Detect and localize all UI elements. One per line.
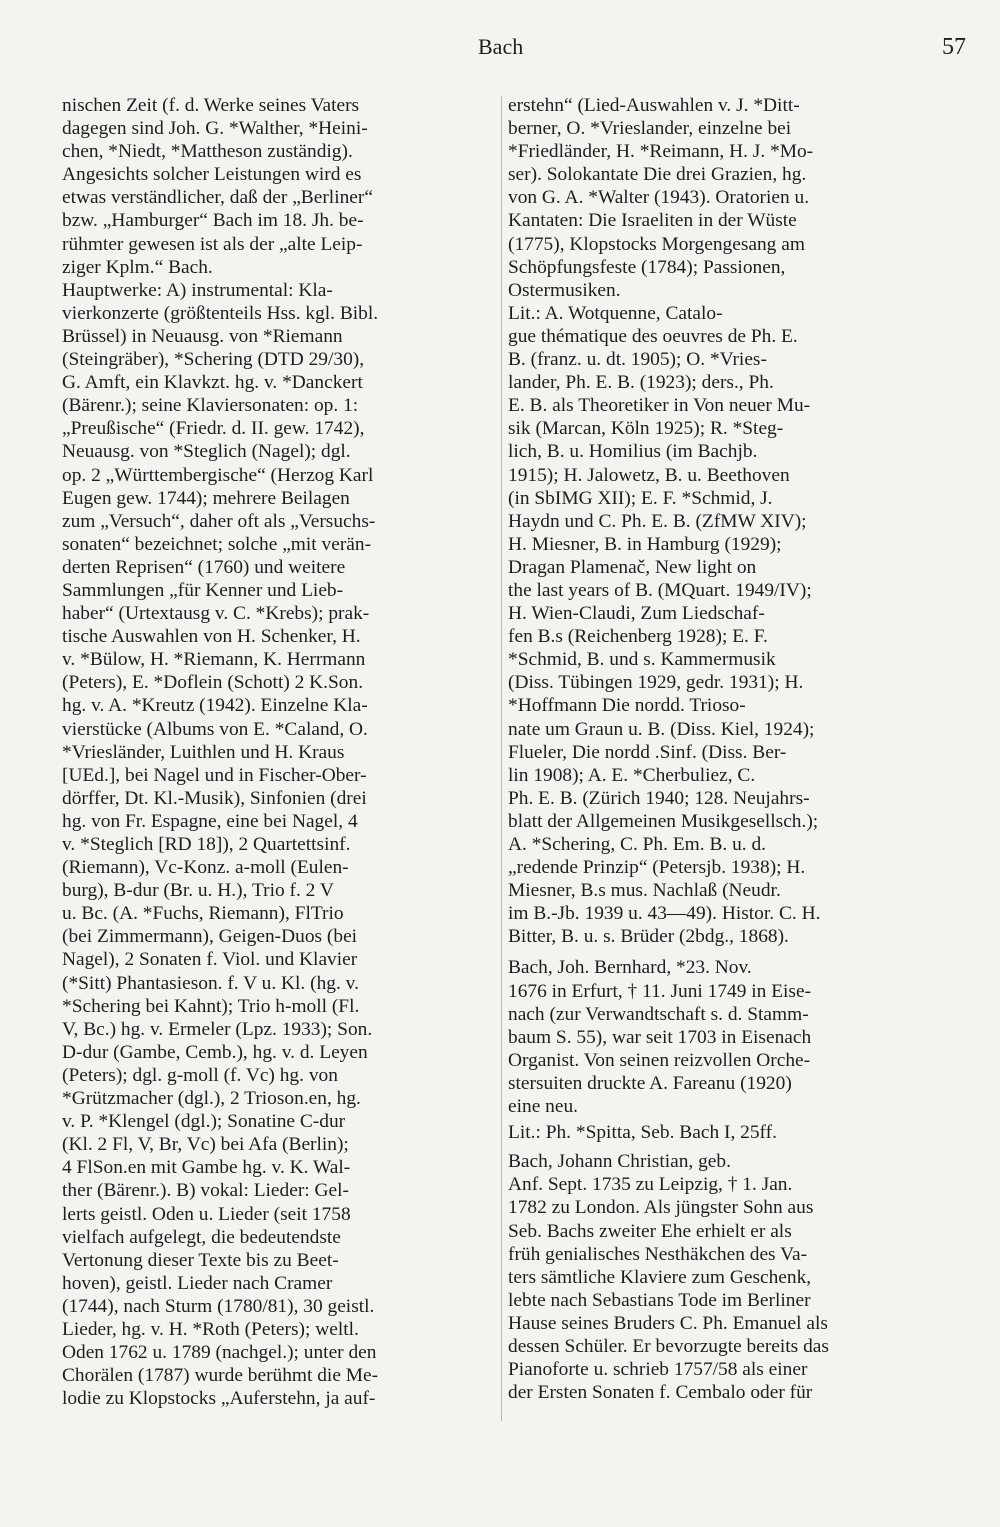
text-line: (Peters), E. *Doflein (Schott) 2 K.Son. (62, 672, 364, 694)
text-line: E. B. als Theoretiker in Von neuer Mu- (508, 395, 811, 417)
text-line: vierkonzerte (größtenteils Hss. kgl. Bibl. (62, 302, 379, 324)
text-line: H. Miesner, B. in Hamburg (1929); (508, 533, 782, 555)
text-line: Ph. E. B. (Zürich 1940; 128. Neujahrs- (508, 787, 810, 809)
text-line: Lit.: A. Wotquenne, Catalo- (508, 302, 723, 324)
text-line: „Preußische“ (Friedr. d. II. gew. 1742), (62, 418, 365, 440)
text-line: D-dur (Gambe, Cemb.), hg. v. d. Leyen (62, 1041, 368, 1063)
text-line: Lit.: Ph. *Spitta, Seb. Bach I, 25ff. (508, 1122, 777, 1144)
text-line: im B.-Jb. 1939 u. 43—49). Histor. C. H. (508, 903, 821, 925)
text-line: 1676 in Erfurt, † 11. Juni 1749 in Eise- (508, 980, 812, 1002)
text-line: tische Auswahlen von H. Schenker, H. (62, 626, 361, 648)
text-line: sik (Marcan, Köln 1925); R. *Steg- (508, 418, 784, 440)
text-line: burg), B-dur (Br. u. H.), Trio f. 2 V (62, 880, 334, 902)
text-line: (in SbIMG XII); E. F. *Schmid, J. (508, 487, 773, 509)
text-line: Kantaten: Die Israeliten in der Wüste (508, 210, 797, 232)
text-line: Dragan Plamenač, New light on (508, 556, 757, 578)
text-line: Lieder, hg. v. H. *Roth (Peters); weltl. (62, 1318, 359, 1340)
text-line: Nagel), 2 Sonaten f. Viol. und Klavier (62, 949, 358, 971)
text-line: Organist. Von seinen reizvollen Orche- (508, 1049, 811, 1071)
text-line: Haydn und C. Ph. E. B. (ZfMW XIV); (508, 510, 807, 532)
text-line: von G. A. *Walter (1943). Oratorien u. (508, 187, 810, 209)
text-line: Sammlungen „für Kenner und Lieb- (62, 579, 344, 601)
text-line: ser). Solokantate Die drei Grazien, hg. (508, 164, 807, 186)
text-line: (Diss. Tübingen 1929, gedr. 1931); H. (508, 672, 804, 694)
text-line: lebte nach Sebastians Tode im Berliner (508, 1289, 811, 1311)
text-line: hg. v. A. *Kreutz (1942). Einzelne Kla- (62, 695, 368, 717)
text-line: Eugen gew. 1744); mehrere Beilagen (62, 487, 350, 509)
entry-heading-line: Bach, Johann Christian, geb. (508, 1151, 731, 1173)
text-line: Anf. Sept. 1735 zu Leipzig, † 1. Jan. (508, 1174, 793, 1196)
text-line: Vertonung dieser Texte bis zu Beet- (62, 1249, 339, 1271)
text-line: hoven), geistl. Lieder nach Cramer (62, 1272, 333, 1294)
text-line: Angesichts solcher Leistungen wird es (62, 164, 362, 186)
text-line: derten Reprisen“ (1760) und weitere (62, 556, 346, 578)
text-line: *Schering bei Kahnt); Trio h-moll (Fl. (62, 995, 360, 1017)
text-line: blatt der Allgemeinen Musikgesellsch.); (508, 810, 819, 832)
entry-spacer (508, 948, 944, 956)
running-head: Bach (478, 34, 524, 59)
text-line: Pianoforte u. schrieb 1757/58 als einer (508, 1359, 808, 1381)
text-line: *Grützmacher (dgl.), 2 Trioson.en, hg. (62, 1088, 361, 1110)
text-line: *Vriesländer, Luithlen und H. Kraus (62, 741, 345, 763)
text-line: Miesner, B.s mus. Nachlaß (Neudr. (508, 880, 781, 902)
text-line: 1782 zu London. Als jüngster Sohn aus (508, 1197, 814, 1219)
text-line: erstehn“ (Lied-Auswahlen v. J. *Ditt- (508, 95, 800, 116)
text-line: lin 1908); A. E. *Cherbuliez, C. (508, 764, 756, 786)
text-line: eine neu. (508, 1096, 578, 1118)
text-line: Hause seines Bruders C. Ph. Emanuel als (508, 1312, 828, 1334)
text-line: baum S. 55), war seit 1703 in Eisenach (508, 1026, 812, 1048)
text-line: 1915); H. Jalowetz, B. u. Beethoven (508, 464, 790, 486)
text-line: v. P. *Klengel (dgl.); Sonatine C-dur (62, 1111, 346, 1133)
text-line: Ostermusiken. (508, 279, 621, 301)
text-line: 4 FlSon.en mit Gambe hg. v. K. Wal- (62, 1157, 351, 1179)
text-line: sonaten“ bezeichnet; solche „mit verän- (62, 533, 372, 555)
text-line: (Kl. 2 Fl, V, Br, Vc) bei Afa (Berlin); (62, 1134, 349, 1156)
text-line: ters sämtliche Klaviere zum Geschenk, (508, 1266, 812, 1288)
text-line: nach (zur Verwandtschaft s. d. Stamm- (508, 1003, 809, 1025)
text-line: dörffer, Dt. Kl.-Musik), Sinfonien (drei (62, 787, 367, 809)
text-line: Hauptwerke: A) instrumental: Kla- (62, 279, 333, 301)
text-line: haber“ (Urtextausg v. C. *Krebs); prak- (62, 603, 370, 625)
text-line: Seb. Bachs zweiter Ehe erhielt er als (508, 1220, 792, 1242)
text-line: Schöpfungsfeste (1784); Passionen, (508, 256, 786, 278)
text-line: hg. von Fr. Espagne, eine bei Nagel, 4 (62, 810, 358, 832)
text-line: (Riemann), Vc-Konz. a-moll (Eulen- (62, 857, 349, 879)
right-column (508, 94, 944, 1404)
text-line: Chorälen (1787) wurde berühmt die Me- (62, 1365, 379, 1387)
text-line: op. 2 „Württembergische“ (Herzog Karl (62, 464, 374, 486)
page-number: 57 (942, 34, 966, 60)
text-line: (Peters); dgl. g-moll (f. Vc) hg. von (62, 1064, 338, 1086)
text-line: B. (franz. u. dt. 1905); O. *Vries- (508, 349, 767, 371)
text-line: fen B.s (Reichenberg 1928); E. F. (508, 626, 768, 648)
text-line: der Ersten Sonaten f. Cembalo oder für (508, 1382, 813, 1404)
text-line: bzw. „Hamburger“ Bach im 18. Jh. be- (62, 210, 364, 232)
text-line: *Hoffmann Die nordd. Trioso- (508, 695, 746, 717)
text-line: nate um Graun u. B. (Diss. Kiel, 1924); (508, 718, 815, 740)
text-line: (Steingräber), *Schering (DTD 29/30), (62, 349, 365, 371)
text-line: (Bärenr.); seine Klaviersonaten: op. 1: (62, 395, 359, 417)
text-line: vielfach aufgelegt, die bedeutendste (62, 1226, 341, 1248)
text-line: H. Wien-Claudi, Zum Liedschaf- (508, 603, 765, 625)
text-line: Bitter, B. u. s. Brüder (2bdg., 1868). (508, 926, 789, 948)
text-line: lich, B. u. Homilius (im Bachjb. (508, 441, 758, 463)
text-line: *Schmid, B. und s. Kammermusik (508, 649, 776, 671)
text-line: ther (Bärenr.). B) vokal: Lieder: Gel- (62, 1180, 349, 1202)
text-line: the last years of B. (MQuart. 1949/IV); (508, 579, 812, 601)
left-column (62, 94, 498, 1410)
text-line: „redende Prinzip“ (Petersjb. 1938); H. (508, 857, 806, 879)
text-line: dagegen sind Joh. G. *Walther, *Heini- (62, 118, 368, 140)
text-line: (1744), nach Sturm (1780/81), 30 geistl. (62, 1295, 375, 1317)
text-line: zum „Versuch“, daher oft als „Versuchs- (62, 510, 376, 532)
text-line: lodie zu Klopstocks „Auferstehn, ja auf- (62, 1388, 376, 1410)
text-line: etwas verständlicher, daß der „Berliner“ (62, 187, 373, 209)
entry-heading-line: Bach, Joh. Bernhard, *23. Nov. (508, 957, 752, 979)
text-line: lander, Ph. E. B. (1923); ders., Ph. (508, 372, 774, 394)
text-line: [UEd.], bei Nagel und in Fischer-Ober- (62, 764, 367, 786)
text-line: V, Bc.) hg. v. Ermeler (Lpz. 1933); Son. (62, 1018, 373, 1040)
text-line: (*Sitt) Phantasieson. f. V u. Kl. (hg. v. (62, 972, 359, 994)
text-line: lerts geistl. Oden u. Lieder (seit 1758 (62, 1203, 351, 1225)
text-line: gue thématique des oeuvres de Ph. E. (508, 325, 798, 347)
text-line: Flueler, Die nordd .Sinf. (Diss. Ber- (508, 741, 787, 763)
text-line: früh genialisches Nesthäkchen des Va- (508, 1243, 808, 1265)
text-line: *Friedländer, H. *Reimann, H. J. *Mo- (508, 141, 814, 163)
text-line: stersuiten druckte A. Fareanu (1920) (508, 1072, 792, 1094)
text-line: Oden 1762 u. 1789 (nachgel.); unter den (62, 1342, 377, 1364)
text-line: v. *Steglich [RD 18]), 2 Quartettsinf. (62, 834, 351, 855)
text-line: rühmter gewesen ist als der „alte Leip- (62, 233, 363, 255)
text-line: berner, O. *Vrieslander, einzelne bei (508, 118, 792, 140)
column-divider (501, 96, 502, 1421)
text-line: Brüssel) in Neuausg. von *Riemann (62, 325, 343, 347)
text-line: vierstücke (Albums von E. *Caland, O. (62, 718, 368, 740)
text-line: chen, *Niedt, *Mattheson zuständig). (62, 141, 353, 163)
text-line: G. Amft, ein Klavkzt. hg. v. *Danckert (62, 372, 363, 394)
text-line: (1775), Klopstocks Morgengesang am (508, 233, 805, 255)
text-line: (bei Zimmermann), Geigen-Duos (bei (62, 926, 358, 948)
page-header (0, 34, 1000, 64)
text-line: u. Bc. (A. *Fuchs, Riemann), FlTrio (62, 903, 344, 925)
text-line: ziger Kplm.“ Bach. (62, 256, 213, 278)
text-line: nischen Zeit (f. d. Werke seines Vaters (62, 95, 360, 116)
text-line: dessen Schüler. Er bevorzugte bereits das (508, 1335, 829, 1357)
text-line: v. *Bülow, H. *Riemann, K. Herrmann (62, 649, 366, 671)
text-line: Neuausg. von *Steglich (Nagel); dgl. (62, 441, 351, 463)
text-line: A. *Schering, C. Ph. Em. B. u. d. (508, 834, 767, 855)
